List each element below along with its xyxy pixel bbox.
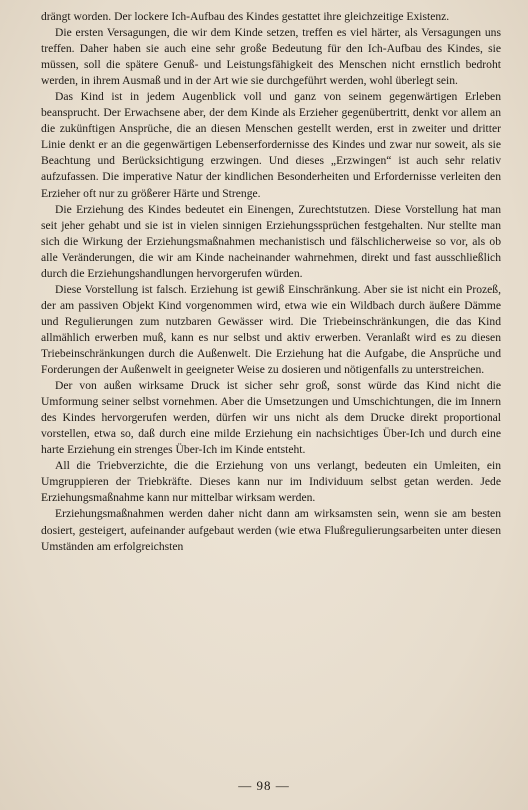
body-text: [41, 9, 501, 555]
paragraph-4: Die Erziehung des Kindes bedeutet ein Einengen, Zurechtstutzen. Diese Vorstellung hat man seit jeher gehabt und sie ist in vielen sinnigen Erziehungssprüchen festgehalten. Nur stellte man sich die Wirkung der Erziehungsmaßnahmen mechanistisch und fälschlicherweise so vor, als ob alle Veränderungen, die wir am Kinde nacheinander wahrnehmen, direkt und fast ausschließlich durch die Erziehungshandlungen hervorgerufen würden.: [41, 202, 501, 280]
paragraph-2: Die ersten Versagungen, die wir dem Kinde setzen, treffen es viel härter, als Versagungen uns treffen. Daher haben sie auch eine sehr große Bedeutung für den Ich-Aufbau des Kindes, sie müssen, soll die spätere Genuß- und Leistungsfähigkeit des Menschen nicht ernstlich bedroht werden, in ihrem Ausmaß und in der Art wie sie durchgeführt werden, wohl überlegt sein.: [41, 26, 501, 88]
paragraph-5: Diese Vorstellung ist falsch. Erziehung ist gewiß Einschränkung. Aber sie ist nicht ein Prozeß, der am passiven Objekt Kind vorgenommen wird, etwa wie ein Wildbach durch äußere Dämme und Regulierungen zum nutzbaren Gewässer wird. Die Triebeinschränkungen, die das Kind allmählich erwerben muß, kann es nur selbst und aktiv erwerben. Veranlaßt wird es zu diesen Triebeinschränkungen durch die Außenwelt. Die Erziehung hat die Aufgabe, die Ansprüche und Forderungen der Außenwelt in geeigneter Weise zu dosieren und nötigenfalls zu unterstreichen.: [41, 282, 501, 377]
paragraph-1: drängt worden. Der lockere Ich-Aufbau des Kindes gestattet ihre gleichzeitige Existenz.: [41, 10, 450, 23]
paragraph-7: All die Triebverzichte, die die Erziehung von uns verlangt, bedeuten ein Umleiten, ein Umgruppieren der Triebkräfte. Dieses kann nur im Individuum selbst getan werden. Jede Erziehungsmaßnahme kann nur mittelbar wirksam werden.: [41, 459, 501, 505]
paragraph-6: Der von außen wirksame Druck ist sicher sehr groß, sonst würde das Kind nicht die Umformung seiner selbst vornehmen. Aber die Umsetzungen und Umschichtungen, die im Innern des Kindes hervorgerufen werden, dürfen wir uns nicht als dem Drucke direkt proportional vorstellen, etwa so, daß durch eine milde Erziehung ein nachsichtiges Über-Ich und durch eine harte Erziehung ein strenges Über-Ich im Kinde entsteht.: [41, 379, 501, 457]
paragraph-3: Das Kind ist in jedem Augenblick voll und ganz von seinem gegenwärtigen Erleben beansprucht. Der Erwachsene aber, der dem Kinde als Erzieher gegenübertritt, denkt vor allem an die zukünftigen Ansprüche, die an diesen Menschen gestellt werden, erst in zweiter und dritter Linie denkt er an die gegenwärtigen Lebenserfordernisse des Kindes und zwar nur soweit, als sie Beachtung und Berücksichtigung erzwingen. Und dieses „Erzwingen“ ist auch sehr relativ aufzufassen. Die imperative Natur der kindlichen Besonderheiten und Erfordernisse verleiten den Erzieher oft nur zu größerer Härte und Strenge.: [41, 90, 501, 200]
page-number: — 98 —: [238, 778, 290, 793]
paragraph-8: Erziehungsmaßnahmen werden daher nicht dann am wirksamsten sein, wenn sie am besten dosiert, gesteigert, aufeinander aufgebaut werden (wie etwa Flußregulierungsarbeiten unter diesen Umständen am erfolgreichsten: [41, 507, 501, 553]
